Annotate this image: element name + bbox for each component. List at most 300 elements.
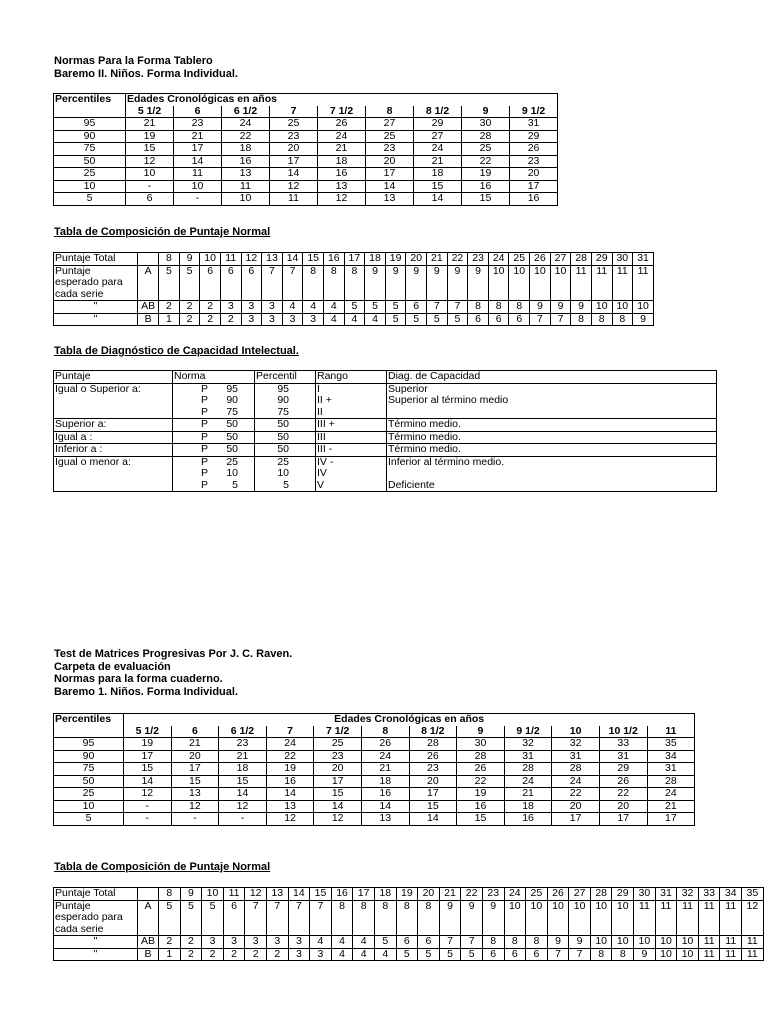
series-cell: AB	[138, 301, 159, 314]
diagnostic-header: Rango	[316, 371, 387, 384]
value-cell: 8	[612, 948, 634, 961]
section2-title	[54, 648, 292, 698]
score-cell: 20	[599, 800, 647, 813]
percentile-cell: 25	[54, 788, 124, 801]
score-cell: 23	[270, 130, 318, 143]
score-cell: 25	[366, 130, 414, 143]
norm-line	[174, 480, 253, 492]
total-cell: 34	[720, 888, 742, 901]
total-cell: 28	[590, 888, 612, 901]
value-cell: 8	[303, 265, 324, 301]
score-cell: 20	[510, 168, 558, 181]
norm-letter: P	[200, 383, 208, 395]
score-cell: 18	[318, 155, 366, 168]
score-cell: 12	[124, 788, 172, 801]
value-cell: 2	[202, 948, 224, 961]
score-cell: 14	[266, 788, 314, 801]
score-cell: 14	[174, 155, 222, 168]
value-cell: 8	[590, 948, 612, 961]
value-cell: 7	[439, 936, 461, 949]
percentile-line: 50	[277, 431, 289, 443]
total-cell: 21	[427, 253, 448, 266]
diagnostic-row	[54, 431, 717, 444]
norm-cell	[173, 383, 255, 419]
diagnostic-title: Tabla de Diagnóstico de Capacidad Intelectual.	[54, 345, 299, 357]
diagnostic-header: Percentil	[255, 371, 316, 384]
score-label: Inferior a :	[54, 444, 173, 457]
range-line: III	[317, 431, 326, 443]
score-cell: 12	[171, 800, 219, 813]
norm-cell	[173, 431, 255, 444]
norm-letter: P	[200, 405, 208, 418]
total-cell: 22	[461, 888, 483, 901]
value-cell: 11	[742, 948, 764, 961]
score-cell: 14	[270, 168, 318, 181]
value-cell: 3	[202, 936, 224, 949]
value-cell: 5	[180, 900, 202, 936]
total-cell: 10	[200, 253, 221, 266]
expected-label-line: Puntaje	[55, 900, 91, 912]
norm-letter: P	[200, 418, 208, 430]
value-cell: 7	[447, 301, 468, 314]
score-cell: -	[174, 193, 222, 206]
series-cell: AB	[138, 936, 159, 949]
age-header: 6	[171, 726, 219, 738]
diagnosis-line: Inferior al término medio.	[388, 456, 505, 468]
score-cell: 29	[414, 118, 462, 131]
value-cell: 9	[530, 301, 551, 314]
score-cell: 24	[504, 775, 552, 788]
diagnostic-table	[53, 370, 717, 492]
series-row	[54, 936, 764, 949]
total-cell: 15	[303, 253, 324, 266]
score-cell: 24	[266, 738, 314, 751]
value-cell: 10	[612, 936, 634, 949]
score-cell: 24	[414, 143, 462, 156]
value-cell: 8	[509, 301, 530, 314]
value-cell: 4	[365, 313, 386, 326]
score-cell: 28	[409, 738, 457, 751]
value-cell: 2	[180, 948, 202, 961]
value-cell: 3	[262, 313, 283, 326]
score-cell: 23	[409, 763, 457, 776]
title-line: Baremo II. Niños. Forma Individual.	[54, 67, 238, 80]
diagnosis-line	[388, 407, 715, 419]
value-cell: 11	[698, 948, 720, 961]
value-cell: 5	[159, 265, 180, 301]
value-cell: 5	[396, 948, 418, 961]
score-cell: 16	[504, 813, 552, 826]
value-cell: 7	[266, 900, 288, 936]
value-cell: 11	[677, 900, 699, 936]
score-cell: 12	[314, 813, 362, 826]
value-cell: 10	[612, 301, 633, 314]
percentile-cell	[255, 456, 316, 492]
score-cell: 21	[647, 800, 695, 813]
value-cell: 6	[241, 265, 262, 301]
score-cell: 14	[409, 813, 457, 826]
value-cell: 10	[569, 900, 591, 936]
score-cell: 14	[124, 775, 172, 788]
total-cell: 9	[179, 253, 200, 266]
score-cell: 30	[457, 738, 505, 751]
total-cell: 22	[447, 253, 468, 266]
score-cell: 14	[414, 193, 462, 206]
diagnosis-line: Término medio.	[388, 418, 461, 430]
range-line: III +	[317, 418, 335, 430]
total-cell: 32	[677, 888, 699, 901]
total-cell: 17	[344, 253, 365, 266]
score-cell: 16	[266, 775, 314, 788]
diagnostic-row	[54, 444, 717, 457]
age-header: 9	[462, 106, 510, 118]
score-cell: 14	[219, 788, 267, 801]
age-header: 9 1/2	[510, 106, 558, 118]
value-cell: 2	[220, 313, 241, 326]
value-cell: 5	[179, 265, 200, 301]
total-cell: 19	[385, 253, 406, 266]
total-cell: 19	[396, 888, 418, 901]
value-cell: 11	[720, 936, 742, 949]
range-line: IV	[317, 467, 327, 479]
percentile-row	[54, 155, 558, 168]
value-cell: 9	[385, 265, 406, 301]
score-cell: -	[124, 800, 172, 813]
value-cell: 2	[179, 313, 200, 326]
norm-value: 75	[226, 405, 238, 418]
value-cell: 9	[633, 313, 654, 326]
value-cell: 3	[303, 313, 324, 326]
value-cell: 6	[482, 948, 504, 961]
total-cell: 20	[406, 253, 427, 266]
score-cell: 16	[457, 800, 505, 813]
percentile-row	[54, 750, 695, 763]
score-cell: 17	[552, 813, 600, 826]
score-cell: 34	[647, 750, 695, 763]
series-row	[54, 900, 764, 936]
norm-value: 5	[232, 478, 238, 491]
score-cell: 16	[462, 180, 510, 193]
value-cell: 11	[742, 936, 764, 949]
score-cell: 10	[174, 180, 222, 193]
score-cell: 22	[462, 155, 510, 168]
total-cell: 17	[353, 888, 375, 901]
score-cell: 29	[599, 763, 647, 776]
value-cell: 10	[655, 936, 677, 949]
score-cell: 18	[414, 168, 462, 181]
percentile-row	[54, 788, 695, 801]
value-cell: 3	[241, 301, 262, 314]
score-cell: 20	[270, 143, 318, 156]
score-cell: 13	[318, 180, 366, 193]
score-cell: 22	[266, 750, 314, 763]
value-cell: 2	[245, 948, 267, 961]
value-cell: 9	[447, 265, 468, 301]
percentile-line: 50	[277, 443, 289, 455]
score-cell: 16	[510, 193, 558, 206]
age-header: 10	[552, 726, 600, 738]
value-cell: 8	[353, 900, 375, 936]
percentile-cell	[255, 431, 316, 444]
value-cell: 4	[282, 301, 303, 314]
expected-label-line: cada serie	[55, 287, 104, 300]
series-row	[54, 265, 654, 301]
percentile-table-1	[53, 93, 558, 206]
total-cell: 13	[262, 253, 283, 266]
range-cell	[316, 383, 387, 419]
diagnostic-header: Puntaje	[54, 371, 173, 384]
score-cell: 17	[599, 813, 647, 826]
score-cell: 19	[457, 788, 505, 801]
value-cell: 4	[323, 301, 344, 314]
range-cell	[316, 456, 387, 492]
score-cell: 23	[314, 750, 362, 763]
score-cell: 17	[174, 143, 222, 156]
value-cell: 8	[612, 313, 633, 326]
score-label: Igual o Superior a:	[54, 383, 173, 419]
score-cell: -	[124, 813, 172, 826]
value-cell: 10	[509, 265, 530, 301]
score-cell: 19	[126, 130, 174, 143]
total-cell: 33	[698, 888, 720, 901]
value-cell: 9	[547, 936, 569, 949]
value-cell: 9	[550, 301, 571, 314]
diagnosis-line: Término medio.	[388, 443, 461, 455]
diagnostic-row	[54, 456, 717, 492]
total-cell: 16	[323, 253, 344, 266]
value-cell: 8	[418, 900, 440, 936]
age-header: 8 1/2	[414, 106, 462, 118]
total-cell: 25	[526, 888, 548, 901]
norm-letter: P	[200, 394, 208, 406]
total-cell: 23	[468, 253, 489, 266]
score-cell: 33	[599, 738, 647, 751]
composition-table-2	[53, 887, 764, 961]
score-cell: 24	[318, 130, 366, 143]
series-row	[54, 301, 654, 314]
percentile-row	[54, 800, 695, 813]
percentile-row	[54, 168, 558, 181]
percentile-cell	[255, 383, 316, 419]
score-cell: 19	[462, 168, 510, 181]
expected-label-line: esperado para	[55, 911, 123, 923]
ditto-mark: "	[54, 936, 138, 949]
score-cell: 31	[504, 750, 552, 763]
diagnosis-line: Término medio.	[388, 431, 461, 443]
total-cell: 12	[245, 888, 267, 901]
score-label: Superior a:	[54, 419, 173, 432]
ditto-mark: "	[54, 301, 138, 314]
value-cell: 8	[374, 900, 396, 936]
expected-label-line: esperado para	[55, 276, 123, 288]
score-cell: 28	[457, 750, 505, 763]
percentile-line: 75	[277, 405, 289, 418]
norm-line	[174, 444, 253, 456]
age-header: 6	[174, 106, 222, 118]
score-cell: 14	[366, 180, 414, 193]
total-cell: 16	[331, 888, 353, 901]
total-cell: 9	[180, 888, 202, 901]
score-cell: 28	[647, 775, 695, 788]
value-cell: 10	[547, 900, 569, 936]
value-cell: 4	[353, 936, 375, 949]
score-cell: 18	[219, 763, 267, 776]
expected-label	[54, 900, 138, 936]
value-cell: 3	[223, 936, 245, 949]
score-cell: 27	[366, 118, 414, 131]
score-cell: 17	[171, 763, 219, 776]
percentile-line: 90	[277, 394, 289, 406]
series-cell: B	[138, 948, 159, 961]
value-cell: 10	[634, 936, 656, 949]
value-cell: 6	[504, 948, 526, 961]
percentile-row	[54, 193, 558, 206]
series-cell: B	[138, 313, 159, 326]
percentile-cell: 90	[54, 750, 124, 763]
value-cell: 4	[331, 936, 353, 949]
score-cell: 17	[647, 813, 695, 826]
value-cell: 4	[331, 948, 353, 961]
value-cell: 3	[288, 948, 310, 961]
diagnosis-line	[388, 468, 715, 480]
value-cell: 4	[323, 313, 344, 326]
total-cell: 30	[612, 253, 633, 266]
total-cell: 15	[310, 888, 332, 901]
score-cell: 21	[414, 155, 462, 168]
percentile-cell: 10	[54, 800, 124, 813]
diagnostic-row	[54, 383, 717, 419]
series-cell: A	[138, 265, 159, 301]
score-cell: 31	[510, 118, 558, 131]
score-cell: -	[219, 813, 267, 826]
value-cell: 11	[634, 900, 656, 936]
score-cell: 21	[318, 143, 366, 156]
score-cell: 20	[366, 155, 414, 168]
percentile-row	[54, 118, 558, 131]
score-cell: 21	[171, 738, 219, 751]
score-cell: 24	[647, 788, 695, 801]
value-cell: 2	[200, 313, 221, 326]
percentile-row	[54, 775, 695, 788]
value-cell: 9	[365, 265, 386, 301]
score-cell: 25	[314, 738, 362, 751]
value-cell: 5	[427, 313, 448, 326]
percentile-row	[54, 738, 695, 751]
score-cell: 20	[552, 800, 600, 813]
score-cell: 13	[171, 788, 219, 801]
score-cell: 29	[510, 130, 558, 143]
norm-value: 25	[226, 456, 238, 468]
total-cell: 24	[488, 253, 509, 266]
value-cell: 11	[591, 265, 612, 301]
ages-group-header: Edades Cronológicas en años	[126, 94, 558, 106]
percentile-row	[54, 143, 558, 156]
score-cell: 15	[171, 775, 219, 788]
score-cell: 16	[222, 155, 270, 168]
percentile-row	[54, 813, 695, 826]
score-cell: 32	[552, 738, 600, 751]
percentile-cell: 75	[54, 763, 124, 776]
score-cell: 26	[361, 738, 409, 751]
value-cell: 4	[303, 301, 324, 314]
norm-line	[174, 384, 253, 396]
age-header: 11	[647, 726, 695, 738]
total-cell: 25	[509, 253, 530, 266]
score-cell: 23	[366, 143, 414, 156]
score-cell: 16	[361, 788, 409, 801]
total-row	[54, 888, 764, 901]
value-cell: 8	[396, 900, 418, 936]
percentile-line: 95	[277, 383, 289, 395]
score-cell: 11	[270, 193, 318, 206]
age-header: 9	[457, 726, 505, 738]
value-cell: 12	[742, 900, 764, 936]
score-cell: 11	[174, 168, 222, 181]
value-cell: 3	[245, 936, 267, 949]
score-cell: 21	[504, 788, 552, 801]
score-cell: 22	[599, 788, 647, 801]
score-cell: 26	[599, 775, 647, 788]
score-cell: 13	[222, 168, 270, 181]
title-line: Baremo 1. Niños. Forma Individual.	[54, 685, 238, 698]
score-cell: 17	[124, 750, 172, 763]
norm-line	[174, 432, 253, 444]
percentile-cell	[255, 444, 316, 457]
ditto-mark: "	[54, 313, 138, 326]
value-cell: 8	[468, 301, 489, 314]
total-cell: 21	[439, 888, 461, 901]
value-cell: 6	[200, 265, 221, 301]
diagnosis-cell	[387, 444, 717, 457]
expected-label	[54, 265, 138, 301]
age-header: 8	[361, 726, 409, 738]
score-cell: 22	[457, 775, 505, 788]
value-cell: 9	[406, 265, 427, 301]
total-cell: 26	[547, 888, 569, 901]
value-cell: 7	[262, 265, 283, 301]
percentile-row	[54, 180, 558, 193]
percentile-cell: 5	[54, 813, 124, 826]
value-cell: 8	[344, 265, 365, 301]
percentile-table-2	[53, 713, 695, 826]
total-cell: 24	[504, 888, 526, 901]
score-cell: 20	[409, 775, 457, 788]
score-cell: -	[126, 180, 174, 193]
norm-line	[174, 457, 253, 469]
value-cell: 9	[468, 265, 489, 301]
value-cell: 2	[223, 948, 245, 961]
value-cell: 10	[677, 948, 699, 961]
percentile-cell: 95	[54, 738, 124, 751]
score-cell: 24	[222, 118, 270, 131]
composition-title-1: Tabla de Composición de Puntaje Normal	[54, 226, 271, 238]
range-cell	[316, 419, 387, 432]
value-cell: 11	[655, 900, 677, 936]
total-cell: 11	[223, 888, 245, 901]
score-cell: 26	[409, 750, 457, 763]
norm-letter: P	[200, 431, 208, 443]
score-cell: 13	[266, 800, 314, 813]
value-cell: 11	[633, 265, 654, 301]
score-cell: 35	[647, 738, 695, 751]
value-cell: 3	[288, 936, 310, 949]
score-cell: 22	[552, 788, 600, 801]
score-cell: 21	[126, 118, 174, 131]
range-line: IV -	[317, 456, 334, 468]
age-header: 10 1/2	[599, 726, 647, 738]
total-cell: 18	[374, 888, 396, 901]
value-cell: 8	[482, 936, 504, 949]
